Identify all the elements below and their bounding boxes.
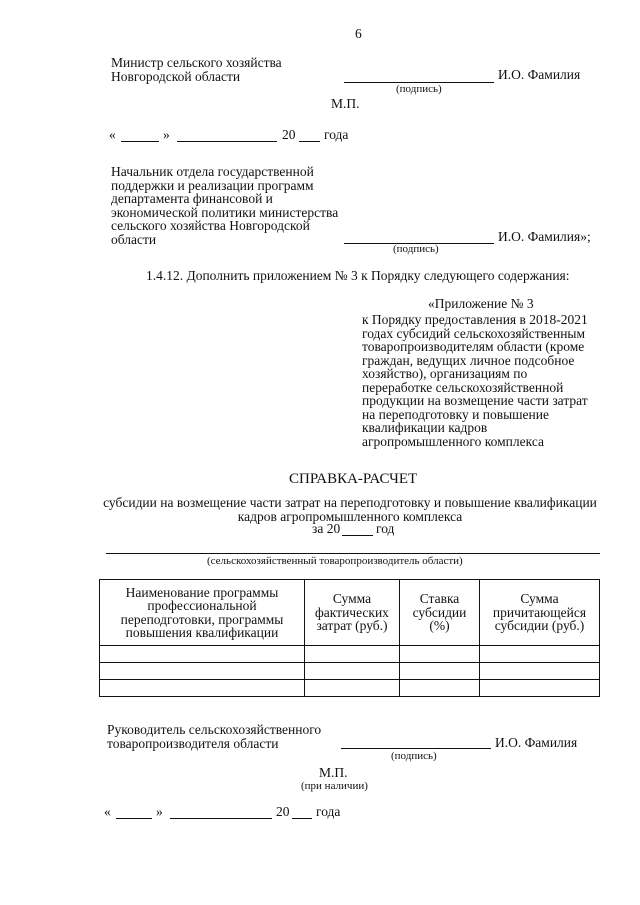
- signature-caption: (подпись): [393, 243, 439, 255]
- table-cell[interactable]: [480, 663, 600, 680]
- form-year-line: [342, 535, 373, 536]
- table-row: [100, 646, 600, 663]
- subsidy-table: [99, 579, 600, 697]
- appendix-body: к Порядку предоставления в 2018-2021 годах субсидий сельскохозяйственным товаропроизводителям области (кроме граждан, ведущих личное подсобное хозяйство), организациям по переработке сельскохозяйственной продукции на возмещение части затрат на переподготовку и повышение квалификации кадров агропромышленного комплекса: [362, 312, 588, 449]
- date-year-line: [299, 141, 320, 142]
- minister-name: И.О. Фамилия: [498, 67, 581, 82]
- date-quote-close: »: [163, 127, 170, 142]
- form-title: СПРАВКА-РАСЧЕТ: [289, 471, 418, 487]
- date-year-prefix: 20: [276, 804, 290, 819]
- date-day-line: [121, 141, 159, 142]
- stamp-label: М.П.: [319, 765, 348, 780]
- date-year-suffix: года: [316, 804, 341, 819]
- page-number: 6: [355, 26, 362, 41]
- producer-head-position: Руководитель сельскохозяйственного товаропроизводителя области: [107, 722, 322, 751]
- column-header-program: Наименование программы профессиональной переподготовки, программы повышения квалификации: [100, 580, 305, 646]
- table-cell[interactable]: [305, 663, 400, 680]
- signature-line: [341, 748, 491, 749]
- date-day-line: [116, 818, 152, 819]
- date-quote-close: »: [156, 804, 163, 819]
- column-header-subsidy-rate: Ставка субсидии (%): [400, 580, 480, 646]
- table-cell[interactable]: [480, 646, 600, 663]
- producer-caption: (сельскохозяйственный товаропроизводитель области): [207, 555, 463, 567]
- table-cell[interactable]: [400, 646, 480, 663]
- table-cell[interactable]: [100, 663, 305, 680]
- department-head-name: И.О. Фамилия»;: [498, 229, 591, 244]
- table-cell[interactable]: [480, 680, 600, 697]
- department-head-position: Начальник отдела государственной поддержки и реализации программ департамента финансовой и экономической политики министерства сельского хозяйства Новгородской области: [111, 164, 339, 247]
- form-year-suffix: год: [376, 521, 395, 536]
- appendix-title: «Приложение № 3: [428, 296, 534, 311]
- table-cell[interactable]: [100, 680, 305, 697]
- producer-line: [106, 553, 600, 554]
- table-cell[interactable]: [305, 646, 400, 663]
- date-quote-open: «: [104, 804, 111, 819]
- table-header-row: [100, 580, 600, 646]
- table-cell[interactable]: [305, 680, 400, 697]
- stamp-label: М.П.: [331, 96, 360, 111]
- form-year-prefix: за 20: [312, 521, 341, 536]
- clause-text: 1.4.12. Дополнить приложением № 3 к Порядку следующего содержания:: [146, 268, 570, 283]
- table-row: [100, 680, 600, 697]
- date-quote-open: «: [109, 127, 116, 142]
- date-year-suffix: года: [324, 127, 349, 142]
- column-header-subsidy-amount: Сумма причитающейся субсидии (руб.): [480, 580, 600, 646]
- date-month-line: [177, 141, 277, 142]
- date-year-line: [292, 818, 312, 819]
- column-header-actual-costs: Сумма фактических затрат (руб.): [305, 580, 400, 646]
- table-cell[interactable]: [400, 663, 480, 680]
- date-month-line: [170, 818, 272, 819]
- signature-caption: (подпись): [391, 750, 437, 762]
- stamp-note: (при наличии): [301, 780, 368, 792]
- signature-caption: (подпись): [396, 83, 442, 95]
- form-subtitle: субсидии на возмещение части затрат на переподготовку и повышение квалификации кадров агропромышленного комплекса: [103, 495, 597, 524]
- minister-position: Министр сельского хозяйства Новгородской области: [111, 55, 282, 84]
- producer-head-name: И.О. Фамилия: [495, 735, 578, 750]
- table-cell[interactable]: [100, 646, 305, 663]
- table-cell[interactable]: [400, 680, 480, 697]
- date-year-prefix: 20: [282, 127, 296, 142]
- table-row: [100, 663, 600, 680]
